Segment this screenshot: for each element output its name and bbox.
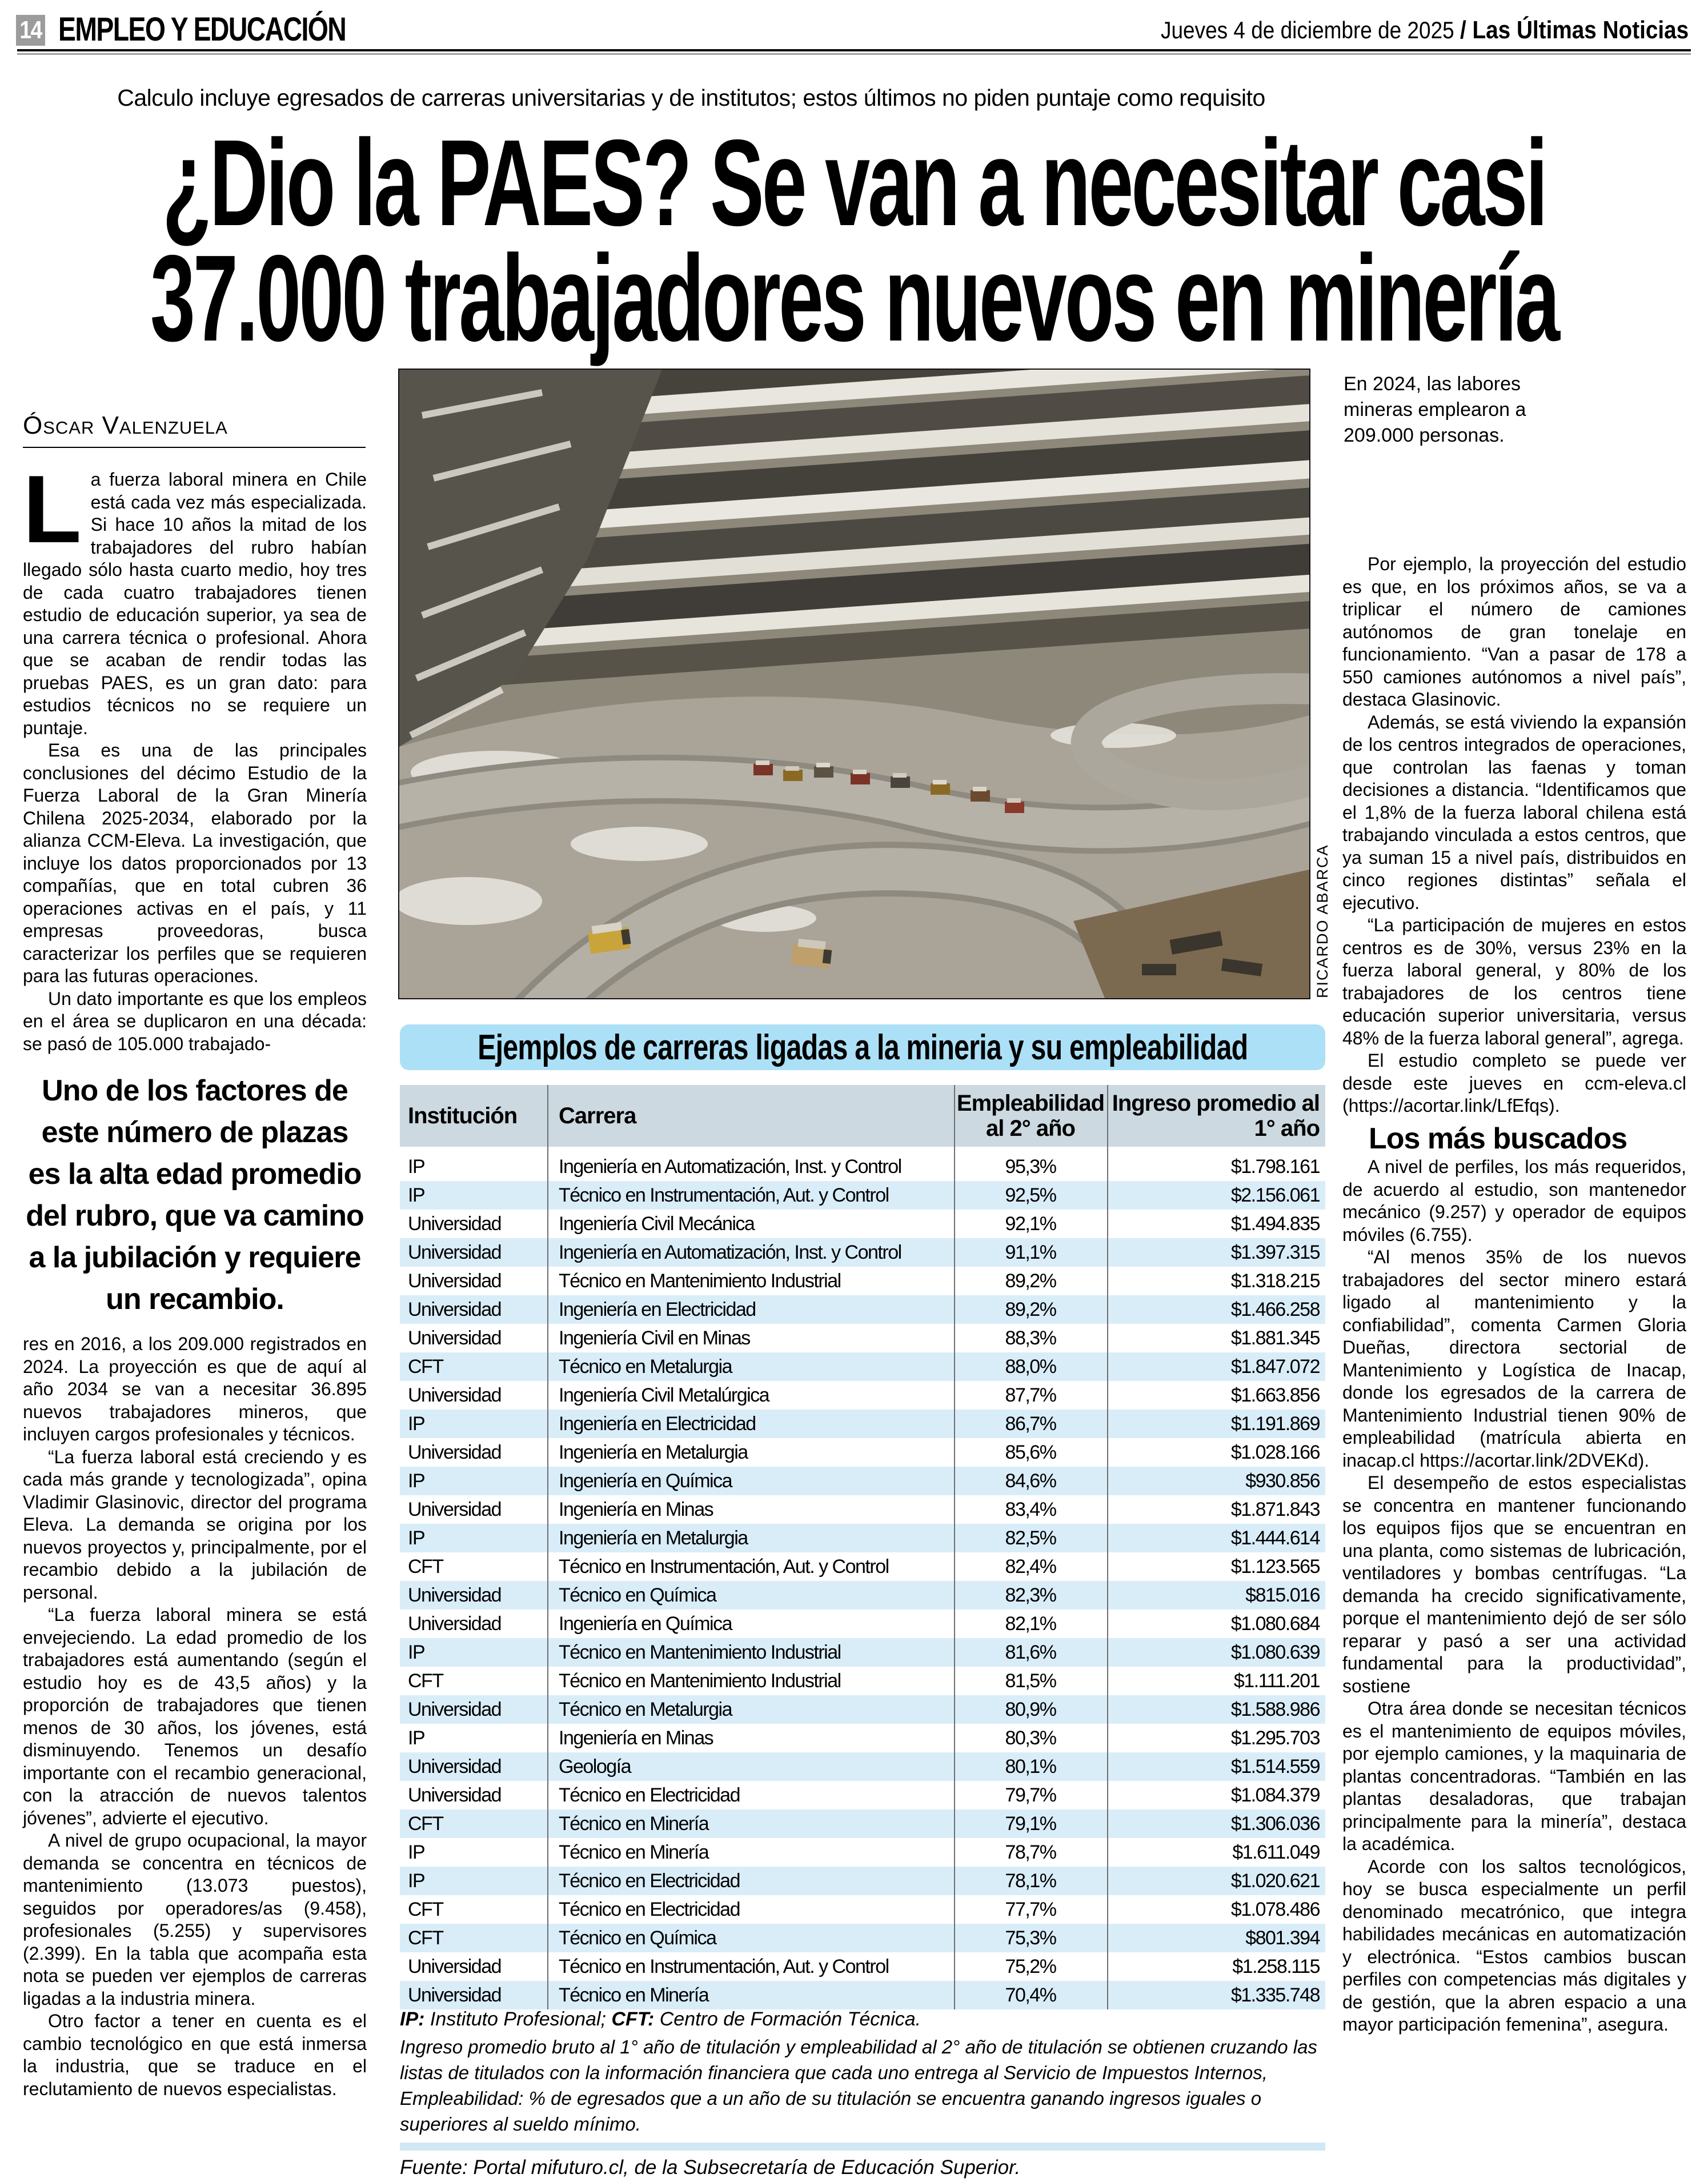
cell-empleabilidad: 78,1% xyxy=(1005,1869,1056,1892)
paragraph: El estudio completo se puede ver desde este jueves en ccm-eleva.cl (https://acortar.link/LfEfqs). xyxy=(1342,1050,1686,1116)
table-row xyxy=(400,1695,1325,1724)
cell-carrera: Técnico en Instrumentación, Aut. y Control xyxy=(559,1955,889,1977)
cell-ingreso: $1.318.215 xyxy=(1230,1270,1320,1292)
table-row xyxy=(400,1295,1325,1324)
cell-ingreso: $1.295.703 xyxy=(1230,1727,1320,1749)
cell-institucion: Universidad xyxy=(408,1612,502,1635)
cell-institucion: Universidad xyxy=(408,1327,502,1349)
cell-empleabilidad: 82,4% xyxy=(1005,1555,1056,1578)
cell-carrera: Técnico en Instrumentación, Aut. y Control xyxy=(559,1184,889,1206)
cell-empleabilidad: 88,0% xyxy=(1005,1355,1056,1378)
table-header-gap xyxy=(400,1147,1325,1152)
cell-carrera: Ingeniería en Minas xyxy=(559,1498,713,1520)
right-column xyxy=(1342,553,1686,2036)
kicker: Calculo incluye egresados de carreras universitarias y de institutos; estos últimos no piden puntaje como requisito xyxy=(117,85,1265,111)
cell-institucion: Universidad xyxy=(408,1298,502,1320)
cell-ingreso: $1.080.684 xyxy=(1230,1612,1320,1635)
cell-carrera: Ingeniería en Minas xyxy=(559,1727,713,1749)
cell-institucion: CFT xyxy=(408,1555,443,1578)
cell-empleabilidad: 92,1% xyxy=(1005,1212,1056,1235)
cell-empleabilidad: 86,7% xyxy=(1005,1412,1056,1435)
drop-cap: L xyxy=(23,455,82,563)
cell-ingreso: $1.123.565 xyxy=(1230,1555,1320,1578)
cell-ingreso: $1.847.072 xyxy=(1230,1355,1320,1378)
table-row xyxy=(400,1181,1325,1210)
cell-institucion: IP xyxy=(408,1412,425,1435)
table-header-row xyxy=(400,1085,1325,1147)
cell-institucion: Universidad xyxy=(408,1212,502,1235)
cell-ingreso: $930.856 xyxy=(1245,1470,1320,1492)
column-header-ingreso: Ingreso promedio al 1° año xyxy=(1112,1091,1320,1141)
cell-carrera: Técnico en Instrumentación, Aut. y Control xyxy=(559,1555,889,1578)
cell-empleabilidad: 91,1% xyxy=(1005,1241,1056,1263)
paragraph: Otra área donde se necesitan técnicos es el mantenimiento de equipos móviles, por ejemplo camiones, y la maquinaria de plantas concentradoras. “También en las plantas desaladoras, que trabajan principalmente para la minería”, destaca la académica. xyxy=(1342,1698,1686,1854)
cell-institucion: IP xyxy=(408,1727,425,1749)
cell-carrera: Técnico en Minería xyxy=(559,1812,709,1835)
cell-empleabilidad: 80,9% xyxy=(1005,1698,1056,1720)
table-row xyxy=(400,1610,1325,1638)
cell-carrera: Ingeniería en Automatización, Inst. y Control xyxy=(559,1155,901,1178)
cell-empleabilidad: 79,1% xyxy=(1005,1812,1056,1835)
cell-empleabilidad: 75,3% xyxy=(1005,1927,1056,1949)
cell-empleabilidad: 89,2% xyxy=(1005,1298,1056,1320)
table-row xyxy=(400,1952,1325,1981)
section-title: EMPLEO Y EDUCACIÓN xyxy=(58,11,346,48)
cell-ingreso: $1.466.258 xyxy=(1230,1298,1320,1320)
table-row xyxy=(400,1410,1325,1438)
cell-institucion: Universidad xyxy=(408,1755,502,1777)
cell-ingreso: $1.397.315 xyxy=(1230,1241,1320,1263)
cell-empleabilidad: 87,7% xyxy=(1005,1384,1056,1406)
cell-carrera: Ingeniería en Metalurgia xyxy=(559,1527,748,1549)
paragraph: Acorde con los saltos tecnológicos, hoy se busca especialmente un perfil denominado mecatrónico, que integra habilidades mecánicas en automatización y electrónica. “Estos cambios buscan perfiles con competencias más digitales y de gestión, que la abren espacio a una mayor participación femenina”, asegura. xyxy=(1342,1856,1686,2035)
source-note: Fuente: Portal mifuturo.cl, de la Subsecretaría de Educación Superior. xyxy=(400,2156,1021,2179)
cell-ingreso: $1.514.559 xyxy=(1230,1755,1320,1777)
column-separator xyxy=(954,1085,955,2009)
cell-institucion: CFT xyxy=(408,1355,443,1378)
cell-ingreso: $1.588.986 xyxy=(1230,1698,1320,1720)
photo-credit: RICARDO ABARCA xyxy=(1314,844,1331,998)
cell-ingreso: $1.881.345 xyxy=(1230,1327,1320,1349)
ip-text: Instituto Profesional; xyxy=(424,2008,612,2030)
table-body xyxy=(400,1085,1325,2009)
cell-carrera: Técnico en Mantenimiento Industrial xyxy=(559,1270,841,1292)
cell-ingreso: $1.078.486 xyxy=(1230,1898,1320,1920)
table-row xyxy=(400,1267,1325,1295)
left-column xyxy=(23,455,367,2100)
cell-empleabilidad: 80,1% xyxy=(1005,1755,1056,1777)
cell-institucion: Universidad xyxy=(408,1698,502,1720)
cell-empleabilidad: 83,4% xyxy=(1005,1498,1056,1520)
cell-institucion: CFT xyxy=(408,1898,443,1920)
paper-name: / Las Últimas Noticias xyxy=(1460,16,1689,44)
cell-ingreso: $1.663.856 xyxy=(1230,1384,1320,1406)
methodology-note: Ingreso promedio bruto al 1° año de titulación y empleabilidad al 2° año de titulación se obtienen cruzando las listas de titulados con la información financiera que cada uno entrega al Servicio de Impuestos Internos, Empleabilidad: % de egresados que a un año de su titulación se encuentra ganando ingresos iguales o superiores al sueldo mínimo. xyxy=(400,2036,1317,2135)
paragraph: Un dato importante es que los empleos en el área se duplicaron en una década: se pasó de 105.000 trabajado- xyxy=(23,988,367,1054)
table-row xyxy=(400,1152,1325,1181)
table-row xyxy=(400,1524,1325,1552)
cell-carrera: Ingeniería en Electricidad xyxy=(559,1298,756,1320)
table-row xyxy=(400,1352,1325,1381)
mine-photo xyxy=(398,369,1310,999)
cell-institucion: IP xyxy=(408,1155,425,1178)
cell-ingreso: $1.020.621 xyxy=(1230,1869,1320,1892)
table-row xyxy=(400,1467,1325,1495)
table-row xyxy=(400,1781,1325,1809)
cell-ingreso: $815.016 xyxy=(1245,1584,1320,1606)
cell-carrera: Técnico en Minería xyxy=(559,1984,709,2006)
column-separator xyxy=(1107,1085,1108,2009)
table-row xyxy=(400,1581,1325,1610)
cell-empleabilidad: 70,4% xyxy=(1005,1984,1056,2006)
cell-institucion: IP xyxy=(408,1470,425,1492)
paragraph: A nivel de grupo ocupacional, la mayor demanda se concentra en técnicos de mantenimiento (13.073 puestos), seguidos por operadores/as (9.458), profesionales (5.255) y supervisores (2.399). En la tabla que acompaña esta nota se pueden ver ejemplos de carreras ligadas a la industria minera. xyxy=(23,1830,367,2009)
cell-carrera: Ingeniería en Automatización, Inst. y Control xyxy=(559,1241,901,1263)
table-row xyxy=(400,1210,1325,1238)
subhead: Los más buscados xyxy=(1369,1122,1627,1155)
cell-institucion: Universidad xyxy=(408,1984,502,2006)
cell-institucion: Universidad xyxy=(408,1241,502,1263)
paragraph: “La fuerza laboral está creciendo y es cada más grande y tecnologizada”, opina Vladimir Glasinovic, director del programa Eleva. La demanda se origina por los nuevos proyectos y, principalmente, por el recambio debido a la jubilación de personal. xyxy=(23,1446,367,1603)
table-row xyxy=(400,1495,1325,1524)
photo-caption: En 2024, las labores mineras emplearon a 209.000 personas. xyxy=(1344,373,1526,446)
cell-institucion: IP xyxy=(408,1641,425,1663)
cell-carrera: Ingeniería Civil en Minas xyxy=(559,1327,750,1349)
paragraph: res en 2016, a los 209.000 registrados en 2024. La proyección es que de aquí al año 2034 se van a necesitar 36.895 nuevos trabajadores mineros, que incluyen cargos profesionales y técnicos. xyxy=(23,1334,367,1444)
cell-ingreso: $1.111.201 xyxy=(1233,1669,1320,1692)
cell-empleabilidad: 82,5% xyxy=(1005,1527,1056,1549)
cell-empleabilidad: 88,3% xyxy=(1005,1327,1056,1349)
cell-ingreso: $2.156.061 xyxy=(1230,1184,1320,1206)
table-row xyxy=(400,1724,1325,1752)
pull-quote: Uno de los factores de este número de plazas es la alta edad promedio del rubro, que va camino a la jubilación y requiere un recambio. xyxy=(26,1074,364,1316)
column-separator xyxy=(547,1085,548,2009)
cell-empleabilidad: 81,6% xyxy=(1005,1641,1056,1663)
table-row xyxy=(400,1381,1325,1410)
column-header-empleabilidad: Empleabilidad al 2° año xyxy=(956,1091,1105,1141)
cell-institucion: Universidad xyxy=(408,1270,502,1292)
table-row xyxy=(400,1324,1325,1352)
headline-line-2: 37.000 trabajadores nuevos en minería xyxy=(150,229,1558,367)
cell-institucion: Universidad xyxy=(408,1955,502,1977)
ip-label: IP: xyxy=(400,2008,425,2030)
cell-empleabilidad: 78,7% xyxy=(1005,1841,1056,1863)
cell-carrera: Ingeniería Civil Mecánica xyxy=(559,1212,755,1235)
careers-table xyxy=(400,1024,1325,2009)
cell-institucion: IP xyxy=(408,1527,425,1549)
cell-empleabilidad: 80,3% xyxy=(1005,1727,1056,1749)
cell-ingreso: $1.444.614 xyxy=(1230,1527,1320,1549)
cell-ingreso: $1.335.748 xyxy=(1230,1984,1320,2006)
cell-institucion: CFT xyxy=(408,1927,443,1949)
paragraph: “La fuerza laboral minera se está envejeciendo. La edad promedio de los trabajadores está aumentando (según el estudio hoy es de 43,5 años) y la proporción de trabajadores que tienen menos de 30 años, los jóvenes, está disminuyendo. Tenemos un desafío importante con el recambio generacional, con la atracción de nuevos talentos jóvenes”, advierte el ejecutivo. xyxy=(23,1604,367,1828)
paragraph: Además, se está viviendo la expansión de los centros integrados de operaciones, que controlan las faenas y toman decisiones a distancia. “Identificamos que el 1,8% de la fuerza laboral chilena está trabajando vinculada a estos centros, que ya suman 15 a nivel país, distribuidos en cinco regiones distintas” señala el ejecutivo. xyxy=(1342,711,1686,913)
table-row xyxy=(400,1438,1325,1467)
cell-carrera: Técnico en Electricidad xyxy=(559,1869,740,1892)
cell-institucion: Universidad xyxy=(408,1784,502,1806)
dateline xyxy=(1161,16,1689,45)
cell-ingreso: $1.084.379 xyxy=(1230,1784,1320,1806)
cell-ingreso: $1.871.843 xyxy=(1230,1498,1320,1520)
table-row xyxy=(400,1552,1325,1581)
cell-empleabilidad: 84,6% xyxy=(1005,1470,1056,1492)
cell-ingreso: $1.080.639 xyxy=(1230,1641,1320,1663)
cell-empleabilidad: 95,3% xyxy=(1005,1155,1056,1178)
cell-carrera: Técnico en Mantenimiento Industrial xyxy=(559,1669,841,1692)
cell-empleabilidad: 75,2% xyxy=(1005,1955,1056,1977)
cell-carrera: Técnico en Minería xyxy=(559,1841,709,1863)
cell-carrera: Técnico en Metalurgia xyxy=(559,1698,732,1720)
cell-carrera: Técnico en Mantenimiento Industrial xyxy=(559,1641,841,1663)
paragraph: A nivel de perfiles, los más requeridos, de acuerdo al estudio, son mantenedor mecánico (9.257) y operador de equipos móviles (6.755). xyxy=(1342,1156,1686,1245)
cell-ingreso: $1.028.166 xyxy=(1230,1441,1320,1463)
paragraph: Esa es una de las principales conclusiones del décimo Estudio de la Fuerza Laboral de la Gran Minería Chilena 2025-2034, elaborado por la alianza CCM-Eleva. La investigación, que incluye los datos proporcionados por 13 compañías, que en total cubren 36 operaciones activas en el país, y 11 empresas proveedoras, busca caracterizar los perfiles que se requieren para las futuras operaciones. xyxy=(23,740,367,986)
paragraph xyxy=(23,455,367,739)
cell-institucion: IP xyxy=(408,1869,425,1892)
cell-empleabilidad: 77,7% xyxy=(1005,1898,1056,1920)
cell-empleabilidad: 92,5% xyxy=(1005,1184,1056,1206)
cell-institucion: Universidad xyxy=(408,1498,502,1520)
table-rows xyxy=(400,1152,1325,2009)
paragraph-text: a fuerza laboral minera en Chile está cada vez más especializada. Si hace 10 años la mitad de los trabajadores del rubro habían llegado sólo hasta cuarto medio, hoy tres de cada cuatro trabajadores tienen estudio de educación superior, ya sea de una carrera técnica o profesional. Ahora que se acaban de rendir todas las pruebas PAES, es un gran dato: para estudios técnicos no se requiere un puntaje. xyxy=(23,469,367,738)
mine-photo-illustration xyxy=(399,370,1309,998)
table-row xyxy=(400,1924,1325,1952)
cell-ingreso: $1.798.161 xyxy=(1230,1155,1320,1178)
cell-ingreso: $1.258.115 xyxy=(1232,1955,1320,1977)
table-title: Ejemplos de carreras ligadas a la mineria y su empleabilidad xyxy=(477,1027,1248,1067)
headline-line-1: ¿Dio la PAES? Se van a necesitar casi xyxy=(162,114,1546,251)
cell-institucion: IP xyxy=(408,1184,425,1206)
cell-carrera: Técnico en Electricidad xyxy=(559,1898,740,1920)
column-header-institucion: Institución xyxy=(408,1103,518,1128)
table-row xyxy=(400,1809,1325,1838)
table-row xyxy=(400,1838,1325,1867)
divider-bar xyxy=(400,2143,1325,2151)
paragraph: “Al menos 35% de los nuevos trabajadores del sector minero estará ligado al mantenimiento y la confiabilidad”, comenta Carmen Gloria Dueñas, directora sectorial de Mantenimiento y Logística de Inacap, donde los egresados de la carrera de Mantenimiento Industrial tienen 90% de empleabilidad (matrícula abierta en inacap.cl https://acortar.link/2DVEKd). xyxy=(1342,1247,1686,1471)
cell-institucion: Universidad xyxy=(408,1441,502,1463)
table-row xyxy=(400,1752,1325,1781)
paragraph: El desempeño de estos especialistas se concentra en mantener funcionando los equipos fijos que se encuentran en una planta, como sistemas de lubricación, ventiladores y bombas centrífugas. “La demanda ha crecido significativamente, porque el mantenimiento dejó de ser sólo reparar y pasó a ser una actividad fundamental para la productividad”, sostiene xyxy=(1342,1472,1686,1696)
page-number: 14 xyxy=(16,15,45,46)
cell-carrera: Ingeniería Civil Metalúrgica xyxy=(559,1384,769,1406)
cell-institucion: Universidad xyxy=(408,1584,502,1606)
table-row xyxy=(400,1238,1325,1267)
cell-ingreso: $1.494.835 xyxy=(1230,1212,1320,1235)
cell-institucion: CFT xyxy=(408,1812,443,1835)
table-row xyxy=(400,1895,1325,1924)
paragraph: Por ejemplo, la proyección del estudio es que, en los próximos años, se va a triplicar el número de camiones autónomos de gran tonelaje en funcionamiento. “Van a pasar de 178 a 550 camiones autónomos a nivel país”, destaca Glasinovic. xyxy=(1342,554,1686,710)
table-notes xyxy=(400,2008,1325,2179)
cft-label: CFT: xyxy=(611,2008,655,2030)
paragraph: Otro factor a tener en cuenta es el cambio tecnológico en que está inmersa la industria, que se traduce en el reclutamiento de nuevos especialistas. xyxy=(23,2011,367,2099)
date-text: Jueves 4 de diciembre de 2025 xyxy=(1160,17,1460,43)
cell-empleabilidad: 81,5% xyxy=(1005,1669,1056,1692)
cell-carrera: Ingeniería en Metalurgia xyxy=(559,1441,748,1463)
cell-ingreso: $1.306.036 xyxy=(1230,1812,1320,1835)
cell-carrera: Ingeniería en Química xyxy=(559,1612,732,1635)
table-row xyxy=(400,1981,1325,2009)
cell-ingreso: $1.191.869 xyxy=(1230,1412,1320,1435)
cell-carrera: Técnico en Metalurgia xyxy=(559,1355,732,1378)
header-rule-thick xyxy=(17,49,1691,51)
table-row xyxy=(400,1867,1325,1895)
column-header-carrera: Carrera xyxy=(559,1103,636,1128)
byline: Óscar Valenzuela xyxy=(23,411,366,448)
table-row xyxy=(400,1667,1325,1695)
cell-ingreso: $1.611.049 xyxy=(1232,1841,1320,1863)
cell-carrera: Técnico en Química xyxy=(559,1584,716,1606)
cell-empleabilidad: 82,1% xyxy=(1005,1612,1056,1635)
cell-institucion: Universidad xyxy=(408,1384,502,1406)
cell-institucion: IP xyxy=(408,1841,425,1863)
cell-carrera: Técnico en Química xyxy=(559,1927,716,1949)
paragraph: “La participación de mujeres en estos centros es de 30%, versus 23% en la fuerza laboral general, y 80% de los trabajadores de los centros tiene educación superior universitaria, versus 48% de la fuerza laboral general”, agrega. xyxy=(1342,915,1686,1048)
cell-empleabilidad: 89,2% xyxy=(1005,1270,1056,1292)
cell-empleabilidad: 79,7% xyxy=(1005,1784,1056,1806)
cell-carrera: Ingeniería en Electricidad xyxy=(559,1412,756,1435)
cell-carrera: Técnico en Electricidad xyxy=(559,1784,740,1806)
cell-empleabilidad: 82,3% xyxy=(1005,1584,1056,1606)
cft-text: Centro de Formación Técnica. xyxy=(654,2008,921,2030)
abbreviations-note xyxy=(400,2008,1325,2031)
cell-carrera: Ingeniería en Química xyxy=(559,1470,732,1492)
table-row xyxy=(400,1638,1325,1667)
table-title-bar xyxy=(400,1024,1325,1070)
cell-ingreso: $801.394 xyxy=(1245,1927,1320,1949)
cell-institucion: CFT xyxy=(408,1669,443,1692)
cell-carrera: Geología xyxy=(559,1755,631,1777)
cell-empleabilidad: 85,6% xyxy=(1005,1441,1056,1463)
